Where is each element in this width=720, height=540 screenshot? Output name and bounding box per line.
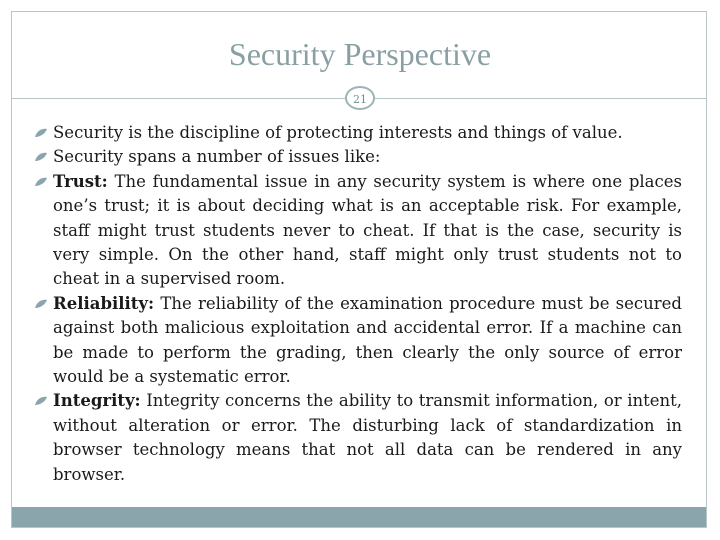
leaf-bullet-icon: [34, 299, 48, 309]
footer-bar: [12, 507, 706, 527]
bullet-item: [34, 292, 682, 390]
bullet-item: [34, 389, 682, 487]
bullet-item: [34, 145, 682, 169]
slide-title: Security Perspective: [228, 36, 492, 72]
bullet-term: Reliability:: [53, 293, 155, 313]
page-number-badge: 21: [345, 86, 375, 110]
bullet-item: [34, 121, 682, 145]
bullet-list: [34, 121, 682, 487]
bullet-term: Integrity:: [53, 391, 141, 411]
bullet-text: Security is the discipline of protecting interests and things of value.: [53, 123, 623, 142]
leaf-bullet-icon: [34, 396, 48, 406]
leaf-bullet-icon: [34, 128, 48, 138]
bullet-term: Trust:: [53, 171, 108, 191]
bullet-text: Integrity concerns the ability to transmit information, or intent, without alteration or error. The disturbing lack of standardization in browser technology means that not all data can be rendered in any browser.: [53, 391, 682, 484]
bullet-text: The fundamental issue in any security system is where one places one’s trust; it is about deciding what is an acceptable risk. For example, staff might trust students never to cheat. If that is the case, security is very simple. On the other hand, staff might only trust students not to cheat in a supervised room.: [53, 171, 682, 289]
bullet-text: Security spans a number of issues like:: [53, 147, 381, 167]
leaf-bullet-icon: [34, 152, 48, 162]
bullet-item: [34, 170, 682, 292]
bullet-text: The reliability of the examination procedure must be secured against both malicious exploitation and accidental error. If a machine can be made to perform the grading, then clearly the only source of error would be a systematic error.: [53, 293, 682, 387]
leaf-bullet-icon: [34, 177, 48, 187]
